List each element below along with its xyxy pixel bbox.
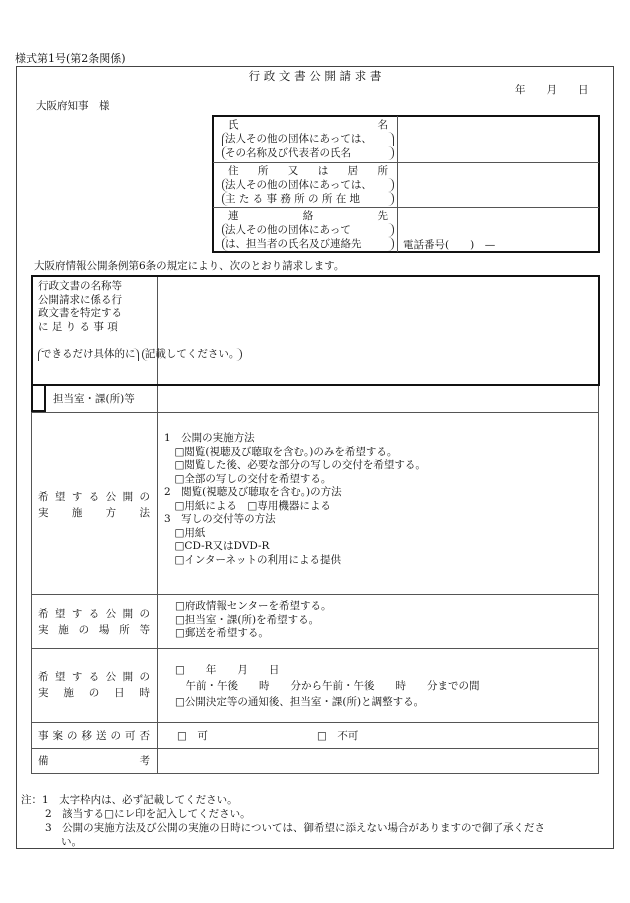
dept-label: 担当室・課(所)等 [53, 393, 135, 405]
place-label-2: 実 施 の 場 所 等 [38, 624, 150, 636]
contact-label: 連 絡 先 [228, 210, 388, 222]
address-label: 住 所 又 は 居 所 [228, 165, 388, 177]
contact-note-1: 法人その他の団体にあって [222, 223, 394, 237]
method-label-2: 実 施 方 法 [38, 507, 150, 519]
transfer-no-checkbox[interactable]: □ 不可 [317, 730, 359, 742]
note-3-continued: い。 [61, 836, 82, 848]
method-options[interactable]: 1 公開の実施方法 □閲覧(視聴及び聴取を含む。)のみを希望する。 □閲覧した後、必要な部分の写しの交付を希望する。 □全部の写しの交付を希望する。 2 閲覧(視聴及び聴取を含む。)の方法 □用紙による □専用機器による 3 写しの交付等の方法 □用紙 □CD-R又はDVD-R □インターネットの利用による提供 [164, 432, 426, 566]
note-2: 2 該当する□にレ印を記入してください。 [45, 808, 251, 820]
note-3: 3 公開の実施方法及び公開の実施の日時については、御希望に添えない場合がありますので御了承くださ [45, 822, 545, 834]
date-options[interactable]: □ 年 月 日 午前・午後 時 分から午前・午後 時 分までの間 □公開決定等の通知後、担当室・課(所)と調整する。 [175, 664, 480, 708]
transfer-label: 事案の移送の可否 [38, 730, 150, 742]
dept-field[interactable] [160, 388, 596, 410]
place-options[interactable]: □府政情報センターを希望する。 □担当室・課(所)を希望する。 □郵送を希望する。 [175, 600, 332, 639]
method-label-1: 希 望 す る 公 開 の [38, 491, 150, 503]
name-label: 氏 名 [228, 119, 388, 131]
name-note-2: その名称及び代表者の氏名 [222, 146, 394, 160]
doc-name-field[interactable] [160, 278, 596, 383]
address-note-2: 主 た る 事 務 所 の 所 在 地 [222, 192, 394, 206]
address-field[interactable] [400, 163, 596, 206]
remarks-label: 備 考 [38, 755, 150, 767]
addressee: 大阪府知事 様 [36, 100, 110, 112]
date-line: 年 月 日 [515, 84, 589, 96]
name-note-1: 法人その他の団体にあっては、 [222, 132, 394, 146]
name-field[interactable] [400, 117, 596, 161]
request-statement: 大阪府情報公開条例第6条の規定により、次のとおり請求します。 [34, 260, 345, 272]
transfer-yes-checkbox[interactable]: □ 可 [177, 730, 208, 742]
note-1: 注：1 太字枠内は、必ず記載してください。 [21, 794, 238, 806]
remarks-field[interactable] [160, 751, 596, 771]
phone-field[interactable]: 電話番号( ) — [403, 239, 496, 251]
form-number: 様式第1号(第2条関係) [15, 52, 126, 65]
address-note-1: 法人その他の団体にあっては、 [222, 178, 394, 192]
contact-note-2: は、担当者の氏名及び連絡先 [222, 237, 394, 251]
form-title: 行 政 文 書 公 開 請 求 書 [248, 69, 382, 83]
place-label-1: 希 望 す る 公 開 の [38, 608, 150, 620]
date-label-2: 実 施 の 日 時 [38, 687, 150, 699]
doc-name-label: 行政文書の名称等 公開請求に係る行 政文書を特定する に 足 り る 事 項 できるだけ具体的に 記載してください。 [38, 280, 242, 361]
date-label-1: 希 望 す る 公 開 の [38, 671, 150, 683]
